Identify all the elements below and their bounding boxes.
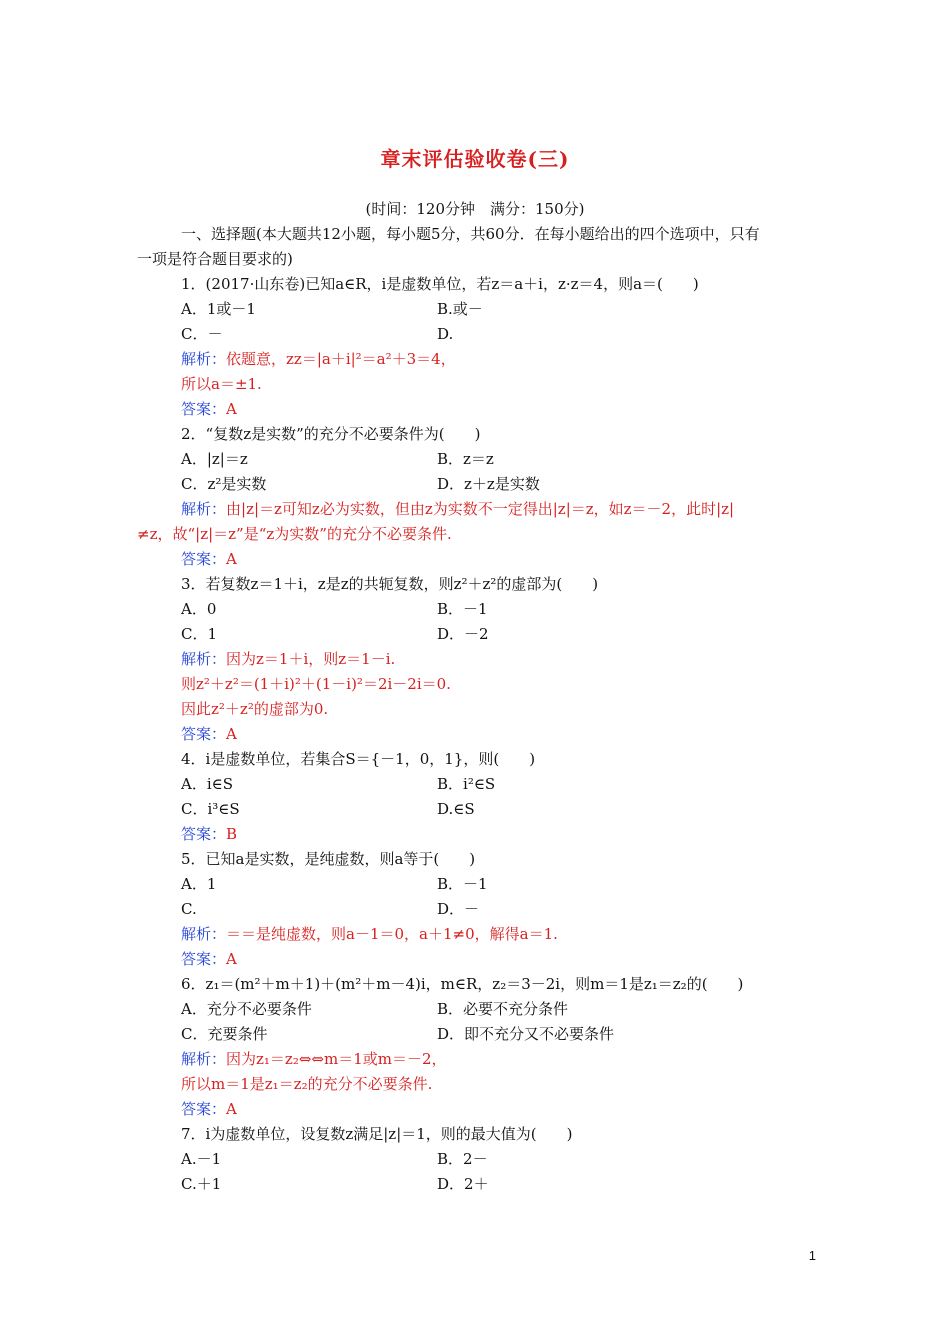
question-6-solution-cont: 所以m＝1是z₁＝z₂的充分不必要条件.: [181, 1075, 433, 1093]
question-6-stem: 6．z₁＝(m²＋m＋1)＋(m²＋m－4)i，m∈R，z₂＝3－2i，则m＝1是z₁＝z₂的( ): [181, 975, 744, 993]
question-7-stem: 7．i为虚数单位，设复数z满足|z|＝1，则的最大值为( ): [181, 1125, 573, 1143]
question-2-solution-cont: ≠z，故“|z|＝z”是“z为实数”的充分不必要条件.: [137, 525, 452, 543]
question-6-option-d: D．即不充分又不必要条件: [437, 1025, 615, 1043]
question-2-option-c: C．z²是实数: [181, 475, 267, 493]
question-4-option-b: B．i²∈S: [437, 775, 496, 793]
question-2-option-b: B．z＝z: [437, 450, 494, 468]
answer-value: A: [226, 550, 237, 568]
question-3-option-d: D．－2: [437, 625, 489, 643]
solution-label: 解析：: [181, 650, 227, 668]
question-1-option-c: C．－: [181, 325, 223, 343]
section-intro: 一、选择题(本大题共12小题，每小题5分，共60分．在每小题给出的四个选项中，只有: [181, 225, 760, 243]
question-3-answer: [181, 724, 237, 744]
question-1-stem: 1．(2017·山东卷)已知a∈R，i是虚数单位，若z＝a＋i，z·z＝4，则a＝( ): [181, 275, 699, 293]
page-title: 章末评估验收卷(三): [380, 147, 570, 171]
question-6-option-c: C．充要条件: [181, 1025, 268, 1043]
question-7-option-c: C.＋1: [181, 1175, 222, 1193]
question-7-option-a: A.－1: [181, 1150, 222, 1168]
question-2-option-d: D．z＋z是实数: [437, 475, 540, 493]
solution-label: 解析：: [181, 1050, 227, 1068]
question-2-option-a: A．|z|＝z: [181, 450, 248, 468]
question-1-option-a: A．1或－1: [181, 300, 256, 318]
answer-label: 答案：: [181, 950, 227, 968]
answer-value: A: [226, 400, 237, 418]
question-3-solution-cont: 因此z²＋z²的虚部为0.: [181, 700, 329, 718]
question-4-option-d: D.∈S: [437, 800, 475, 818]
solution-text: 因为z₁＝z₂⇔⇔m＝1或m＝－2，: [226, 1050, 447, 1068]
answer-label: 答案：: [181, 725, 227, 743]
answer-label: 答案：: [181, 825, 227, 843]
question-4-option-c: C．i³∈S: [181, 800, 240, 818]
solution-label: 解析：: [181, 500, 227, 518]
question-6-solution: [181, 1049, 447, 1069]
question-5-option-c: C.: [181, 900, 197, 918]
question-6-answer: [181, 1099, 237, 1119]
question-2-solution: [181, 499, 734, 519]
question-3-option-a: A．0: [181, 600, 217, 618]
solution-text: ＝＝是纯虚数，则a－1＝0，a＋1≠0，解得a＝1.: [226, 925, 558, 943]
answer-value: A: [226, 1100, 237, 1118]
question-3-option-b: B．－1: [437, 600, 488, 618]
answer-label: 答案：: [181, 400, 227, 418]
question-7-option-b: B．2－: [437, 1150, 488, 1168]
question-5-solution: [181, 924, 558, 944]
solution-text: 因为z＝1＋i，则z＝1－i.: [226, 650, 396, 668]
answer-value: B: [226, 825, 238, 843]
question-1-solution-cont: 所以a＝±1.: [181, 375, 262, 393]
solution-text: 依题意，zz＝|a＋i|²＝a²＋3＝4，: [226, 350, 456, 368]
question-5-option-d: D．－: [437, 900, 480, 918]
question-2-answer: [181, 549, 237, 569]
question-3-option-c: C．1: [181, 625, 218, 643]
page-number: 1: [808, 1248, 816, 1263]
answer-label: 答案：: [181, 550, 227, 568]
question-2-stem: 2．“复数z是实数”的充分不必要条件为( ): [181, 425, 481, 443]
question-5-answer: [181, 949, 237, 969]
question-4-stem: 4．i是虚数单位，若集合S＝{－1，0，1}，则( ): [181, 750, 536, 768]
solution-label: 解析：: [181, 925, 227, 943]
question-5-option-a: A．1: [181, 875, 217, 893]
question-1-answer: [181, 399, 237, 419]
question-5-stem: 5．已知a是实数，是纯虚数，则a等于( ): [181, 850, 476, 868]
question-3-solution-cont: 则z²＋z²＝(1＋i)²＋(1－i)²＝2i－2i＝0.: [181, 675, 451, 693]
answer-value: A: [226, 950, 237, 968]
question-7-option-d: D．2＋: [437, 1175, 489, 1193]
question-1-solution: [181, 349, 456, 369]
solution-label: 解析：: [181, 350, 227, 368]
question-5-option-b: B．－1: [437, 875, 488, 893]
question-4-option-a: A．i∈S: [181, 775, 234, 793]
question-6-option-a: A．充分不必要条件: [181, 1000, 312, 1018]
question-4-answer: [181, 824, 237, 844]
question-6-option-b: B．必要不充分条件: [437, 1000, 569, 1018]
solution-text: 由|z|＝z可知z必为实数，但由z为实数不一定得出|z|＝z，如z＝－2，此时|z|: [226, 500, 735, 518]
question-1-option-d: D.: [437, 325, 454, 343]
question-1-option-b: B.或－: [437, 300, 483, 318]
answer-value: A: [226, 725, 237, 743]
exam-meta: (时间：120分钟 满分：150分): [365, 200, 585, 218]
question-3-stem: 3．若复数z＝1＋i，z是z的共轭复数，则z²＋z²的虚部为( ): [181, 575, 599, 593]
section-intro-cont: 一项是符合题目要求的): [137, 250, 293, 268]
question-3-solution: [181, 649, 395, 669]
answer-label: 答案：: [181, 1100, 227, 1118]
